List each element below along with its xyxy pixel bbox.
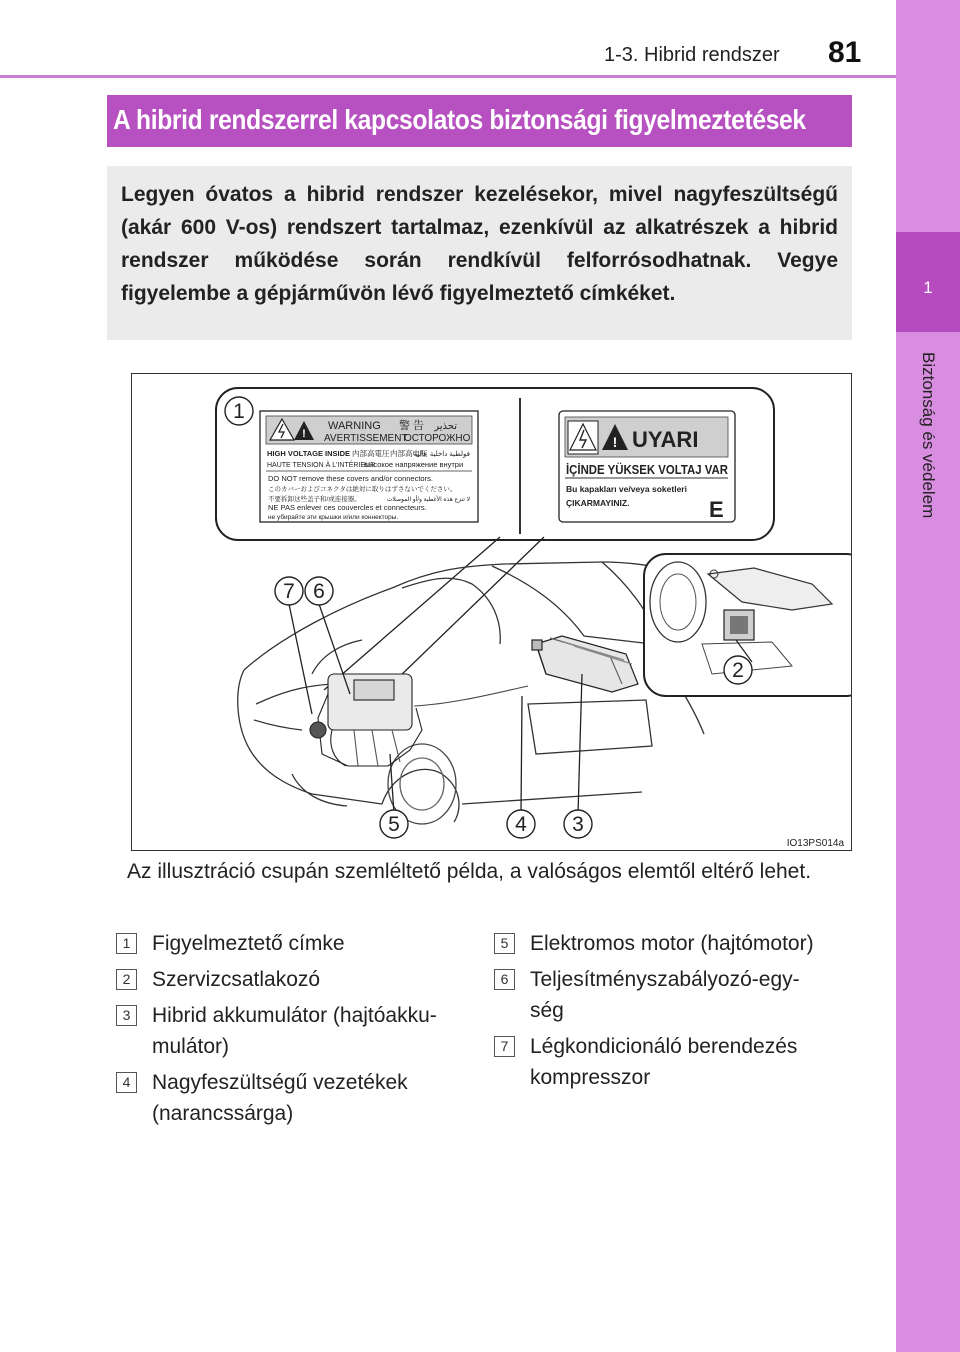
- label1-hv-en: HIGH VOLTAGE INSIDE: [267, 449, 351, 458]
- hybrid-system-illustration: [131, 373, 852, 851]
- label1-line-en: DO NOT remove these covers and/or connectors.: [268, 474, 433, 483]
- label1-warning-ru: ОСТОРОЖНО: [404, 433, 471, 444]
- callout-2: 2: [732, 659, 744, 682]
- header-rule: [0, 75, 896, 78]
- section-heading: A hibrid rendszerrel kapcsolatos biztonsági figyelmeztetések: [113, 104, 806, 135]
- label1-hv-fr: HAUTE TENSION À L'INTÉRIEUR: [267, 462, 376, 469]
- power-unit-drawing: [310, 674, 528, 766]
- legend-text: Nagyfeszültségű vezetékek (narancssárga): [152, 1071, 408, 1125]
- chapter-number: 1: [923, 278, 933, 297]
- label2-hv: İÇİNDE YÜKSEK VOLTAJ VAR: [566, 463, 744, 477]
- legend-text: [530, 964, 860, 1026]
- label2-line2: ÇIKARMAYINIZ.: [566, 498, 630, 508]
- intro-box: [107, 166, 852, 340]
- label1-warning-en: WARNING: [328, 420, 381, 432]
- hybrid-battery-drawing: [532, 636, 638, 692]
- legend-text: Elektromos motor (hajtómotor): [530, 932, 814, 955]
- legend-text-line: mulátor): [152, 1035, 230, 1058]
- legend-text: Figyelmeztető címke: [152, 932, 345, 955]
- label1-line-ar: لا تنزع هذه الأغطية و/أو الموصلات: [386, 497, 470, 503]
- callout-4: 4: [515, 813, 527, 836]
- label1-line-cn: 不要拆卸这些盖子和/或连接器。: [268, 496, 361, 503]
- image-code: IO13PS014a: [786, 838, 844, 849]
- callout-5: 5: [388, 813, 400, 836]
- legend-text-line: Hibrid akkumulátor (hajtóakku-: [152, 1004, 437, 1027]
- label1-hv-ar: فولطية داخلية عالية: [413, 451, 470, 458]
- label2-line1: Bu kapakları ve/veya soketleri: [566, 484, 687, 494]
- illustration-caption: Az illusztráció csupán szemléltető példa, a valóságos elemtől eltérő lehet.: [127, 860, 812, 883]
- svg-text:!: !: [302, 428, 306, 440]
- label2-warning: UYARI: [632, 427, 699, 452]
- label2-letter: E: [709, 497, 724, 522]
- callout-6: 6: [313, 580, 325, 603]
- warning-label-panel-1: [216, 388, 774, 540]
- legend-text: Szervizcsatlakozó: [152, 968, 321, 991]
- legend-number: 4: [116, 1072, 137, 1093]
- legend-number: 2: [116, 969, 137, 990]
- callout-7: 7: [283, 580, 295, 603]
- label1-warning-jp: 警 告: [399, 420, 425, 432]
- label1-line-ru: не убирайте эти крышки и/или коннекторы.: [268, 514, 399, 521]
- callout-1: 1: [233, 400, 245, 423]
- legend-number: 5: [494, 933, 515, 954]
- legend-text-line: ség: [530, 999, 564, 1022]
- svg-text:!: !: [612, 434, 618, 450]
- section-heading-bar: [107, 95, 852, 147]
- label1-warning-ar: تحذير: [434, 421, 457, 432]
- label1-hv-jp: 内部高電圧: [352, 449, 390, 458]
- chapter-side-tab: [896, 0, 960, 1352]
- intro-text: Legyen óvatos a hibrid rendszer kezelésekor, mivel nagyfeszültségű (akár 600 V-os) rendszert tartalmaz, ezenkívül az alkatrészek a hibrid rendszer működése során rendkívül felforrósodhatnak. Vegye figyelembe a gépjárművön lévő figyelmeztető címkéket.: [121, 183, 838, 305]
- legend-number: 3: [116, 1005, 137, 1026]
- label1-line-fr: NE PAS enlever ces couvercles et connecteurs.: [268, 503, 427, 512]
- legend-text-line: Teljesítményszabályozó-egy-: [530, 968, 800, 991]
- label1-hv-cn: 内部高电压: [390, 449, 428, 458]
- section-title: 1-3. Hibrid rendszer: [604, 44, 780, 66]
- label1-line-jp: このカバーおよびコネクタは絶対に取りはずさないでください。: [268, 486, 457, 493]
- legend-text: Légkondicionáló berendezés kompresszor: [530, 1035, 798, 1089]
- legend-number: 1: [116, 933, 137, 954]
- chapter-title-vertical: [900, 352, 956, 652]
- page-number: 81: [828, 36, 862, 69]
- legend-number: 7: [494, 1036, 515, 1057]
- legend-text: [152, 1000, 472, 1062]
- legend-number: 6: [494, 969, 515, 990]
- label1-hv-ru: высокое напряжение внутри: [364, 460, 464, 469]
- callout-3: 3: [572, 813, 584, 836]
- label1-warning-fr: AVERTISSEMENT: [324, 433, 408, 444]
- chapter-title: Biztonság és védelem: [919, 352, 938, 519]
